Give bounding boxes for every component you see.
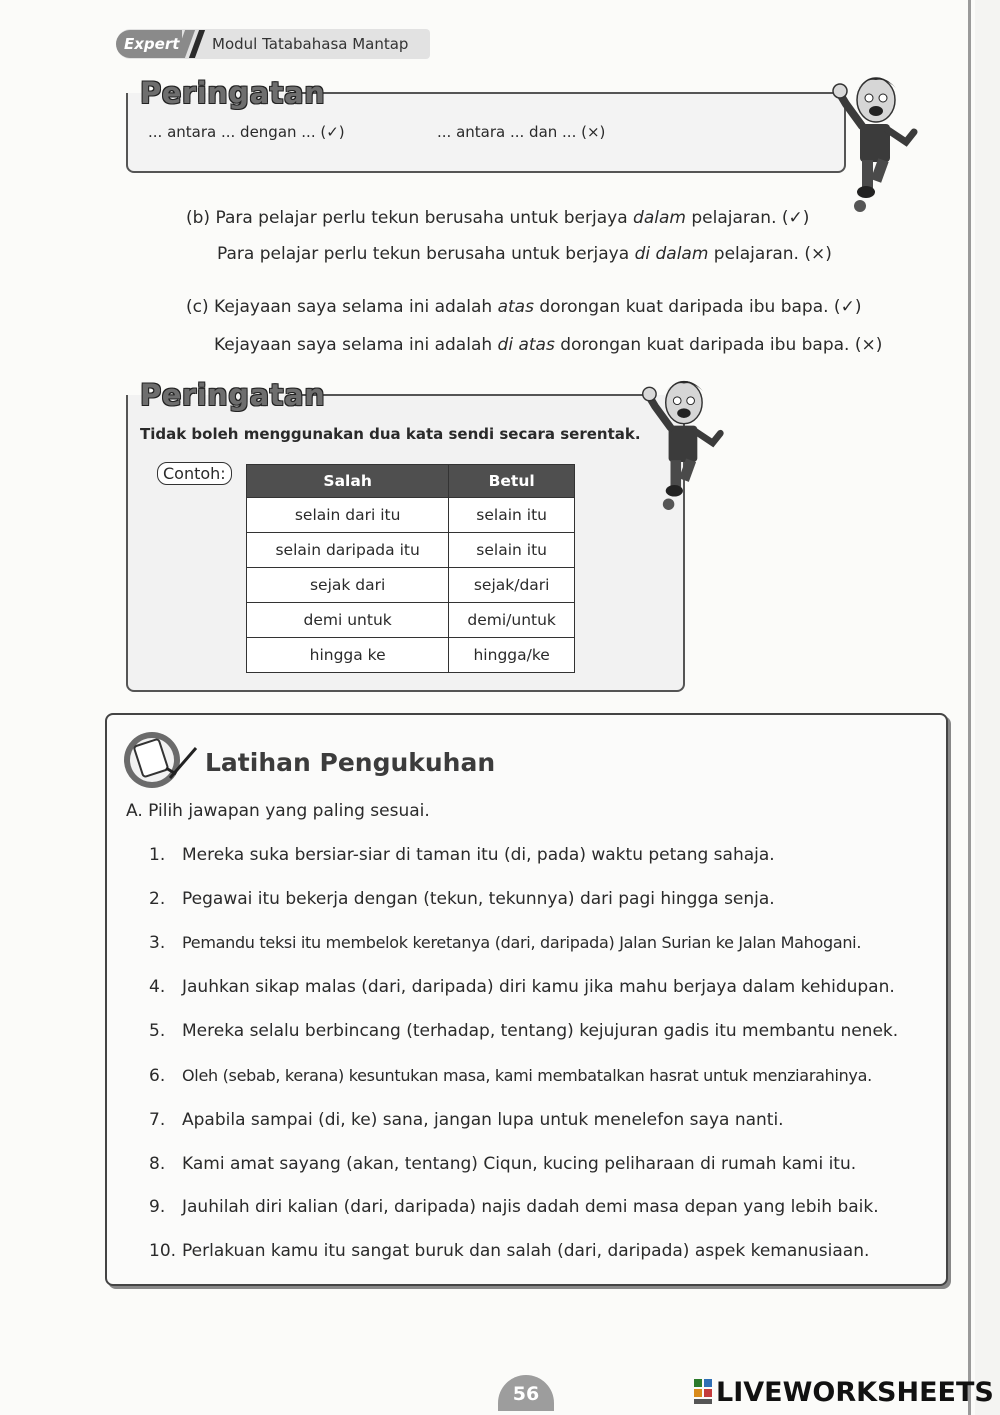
question-text: Mereka selalu berbincang (terhadap, tentang) kejujuran gadis itu membantu nenek. <box>182 1021 899 1041</box>
question-number: 9. <box>149 1197 166 1217</box>
cell-salah: selain dari itu <box>247 498 449 533</box>
example-text-end: dorongan kuat daripada ibu bapa. (×) <box>554 335 883 355</box>
question-number: 1. <box>149 845 166 865</box>
question-text: Pegawai itu bekerja dengan (tekun, tekunnya) dari pagi hingga senja. <box>182 889 775 909</box>
page-margin <box>975 0 1000 1415</box>
page-edge-line <box>968 0 971 1415</box>
example-text: Para pelajar perlu tekun berusaha untuk berjaya <box>217 244 635 264</box>
cell-betul: demi/untuk <box>449 603 575 638</box>
question-item <box>149 845 775 865</box>
question-item <box>149 933 861 953</box>
question-number: 2. <box>149 889 166 909</box>
cell-betul: sejak/dari <box>449 568 575 603</box>
example-b-wrong <box>217 244 832 264</box>
example-text: (b) Para pelajar perlu tekun berusaha untuk berjaya <box>186 208 634 228</box>
table-row <box>247 638 575 673</box>
mascot-icon <box>826 64 922 214</box>
example-c-wrong <box>214 335 882 355</box>
module-title: Modul Tatabahasa Mantap <box>212 35 409 53</box>
peringatan-box-1-border <box>290 92 846 94</box>
question-item <box>149 977 895 997</box>
example-emphasis: atas <box>497 297 534 317</box>
table-row <box>247 498 575 533</box>
table-header-row <box>247 465 575 498</box>
peringatan-box-2-border <box>290 394 646 396</box>
question-item <box>149 1110 784 1130</box>
question-number: 5. <box>149 1021 166 1041</box>
question-item <box>149 1066 872 1086</box>
question-item <box>149 1154 856 1174</box>
page-number: 56 <box>498 1375 554 1411</box>
question-number: 8. <box>149 1154 166 1174</box>
question-text: Apabila sampai (di, ke) sana, jangan lupa untuk menelefon saya nanti. <box>182 1110 784 1130</box>
question-text: Mereka suka bersiar-siar di taman itu (di, pada) waktu petang sahaja. <box>182 845 775 865</box>
table-row <box>247 568 575 603</box>
peringatan-title-2: Peringatan <box>140 378 326 412</box>
pencil-notebook-icon <box>122 728 204 790</box>
question-item <box>149 889 775 909</box>
example-text-end: pelajaran. (×) <box>708 244 832 264</box>
peringatan-title-1: Peringatan <box>140 76 326 110</box>
question-number: 7. <box>149 1110 166 1130</box>
table-row <box>247 533 575 568</box>
expert-badge: Expert <box>116 30 182 58</box>
brand-name[interactable]: LIVEWORKSHEETS <box>716 1377 994 1408</box>
cell-salah: selain daripada itu <box>247 533 449 568</box>
cell-salah: sejak dari <box>247 568 449 603</box>
latihan-title: Latihan Pengukuhan <box>205 748 496 777</box>
table-row <box>247 603 575 638</box>
question-text: Jauhkan sikap malas (dari, daripada) diri kamu jika mahu berjaya dalam kehidupan. <box>182 977 895 997</box>
latihan-instruction: A. Pilih jawapan yang paling sesuai. <box>126 801 430 821</box>
cell-betul: hingga/ke <box>449 638 575 673</box>
cell-betul: selain itu <box>449 533 575 568</box>
question-text: Perlakuan kamu itu sangat buruk dan salah (dari, daripada) aspek kemanusiaan. <box>182 1241 870 1261</box>
cell-salah: hingga ke <box>247 638 449 673</box>
question-number: 10. <box>149 1241 177 1261</box>
liveworksheets-logo-icon <box>694 1379 712 1405</box>
example-text-end: pelajaran. (✓) <box>685 208 810 228</box>
question-item <box>149 1241 869 1261</box>
mascot-icon-2 <box>636 366 728 514</box>
question-text: Jauhilah diri kalian (dari, daripada) najis dadah demi masa depan yang lebih baik. <box>182 1197 879 1217</box>
example-table <box>246 464 575 673</box>
question-item <box>149 1021 898 1041</box>
peringatan-note: Tidak boleh menggunakan dua kata sendi secara serentak. <box>140 425 641 443</box>
question-text: Oleh (sebab, kerana) kesuntukan masa, kami membatalkan hasrat untuk menziarahinya. <box>182 1066 872 1085</box>
cell-betul: selain itu <box>449 498 575 533</box>
example-text-end: dorongan kuat daripada ibu bapa. (✓) <box>533 297 862 317</box>
question-text: Pemandu teksi itu membelok keretanya (dari, daripada) Jalan Surian ke Jalan Mahogani. <box>182 933 862 952</box>
col-betul: Betul <box>449 465 575 498</box>
example-emphasis: dalam <box>633 208 686 228</box>
rule-wrong: ... antara ... dan ... (×) <box>437 123 606 141</box>
example-c-correct <box>186 297 861 317</box>
contoh-label: Contoh: <box>157 462 232 485</box>
example-text: Kejayaan saya selama ini adalah <box>214 335 498 355</box>
example-emphasis: di atas <box>497 335 555 355</box>
question-number: 6. <box>149 1066 166 1086</box>
example-text: (c) Kejayaan saya selama ini adalah <box>186 297 498 317</box>
example-b-correct <box>186 208 809 228</box>
question-number: 4. <box>149 977 166 997</box>
rule-correct: ... antara ... dengan ... (✓) <box>148 123 345 141</box>
question-item <box>149 1197 879 1217</box>
question-number: 3. <box>149 933 166 953</box>
col-salah: Salah <box>247 465 449 498</box>
cell-salah: demi untuk <box>247 603 449 638</box>
example-emphasis: di dalam <box>634 244 709 264</box>
question-text: Kami amat sayang (akan, tentang) Ciqun, kucing peliharaan di rumah kami itu. <box>182 1154 857 1174</box>
